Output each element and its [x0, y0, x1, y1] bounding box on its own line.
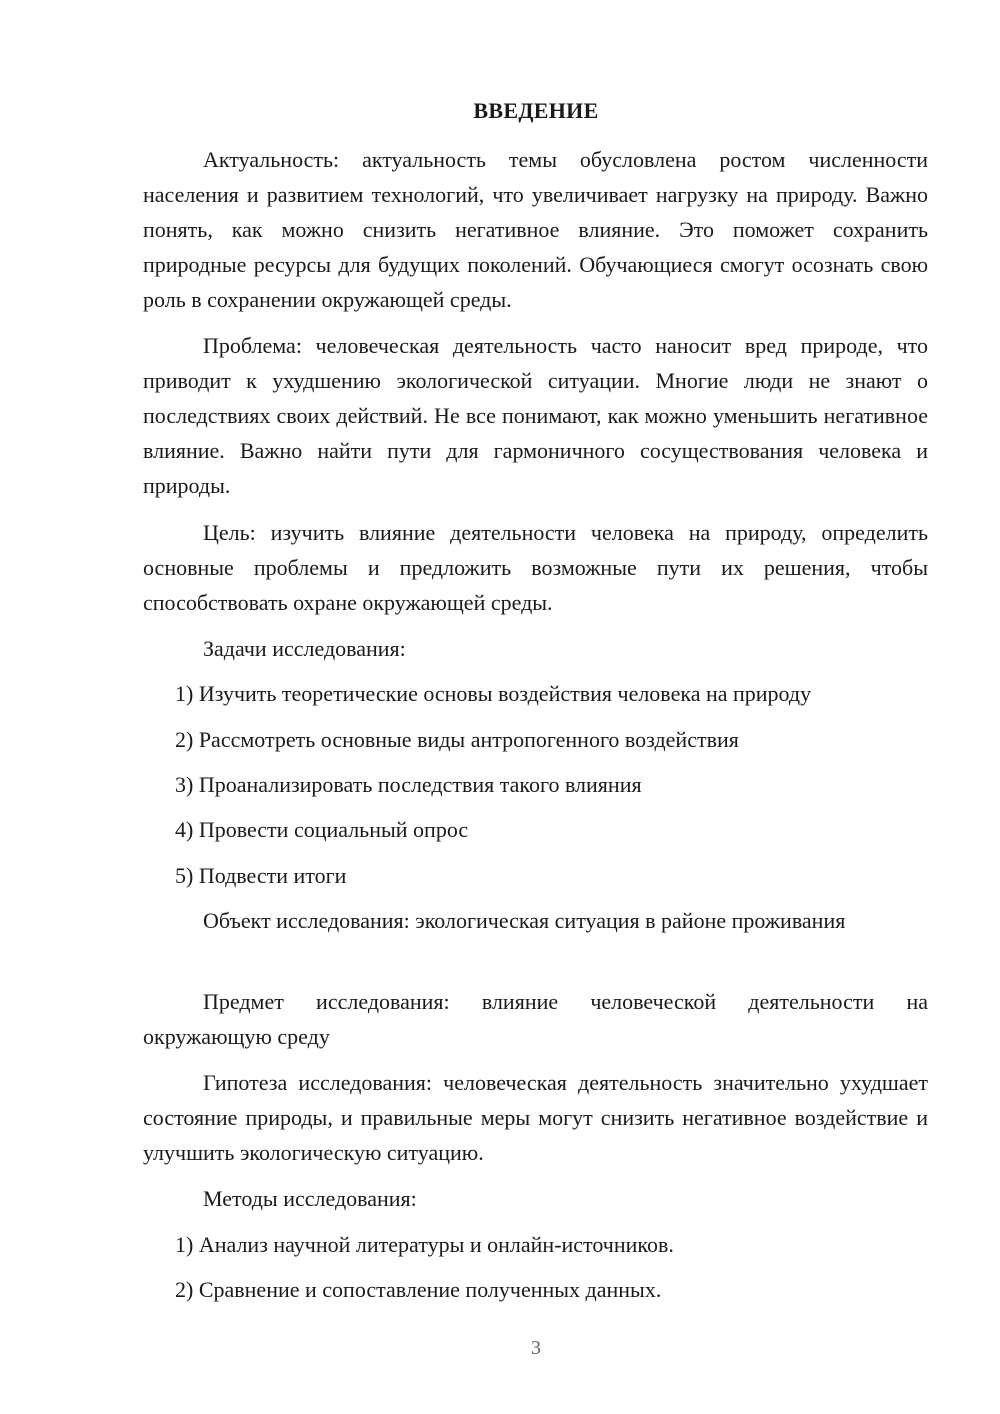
- goal-paragraph: Цель: изучить влияние деятельности человека на природу, определить основные проблемы и предложить возможные пути их решения, чтобы способствовать охране окружающей среды.: [143, 520, 928, 615]
- page-number: 3: [531, 1337, 541, 1359]
- page-title: ВВЕДЕНИЕ: [473, 98, 599, 123]
- problem-paragraph: Проблема: человеческая деятельность часто наносит вред природе, что приводит к ухудшению экологической ситуации. Многие люди не знают о последствиях своих действий. Не все понимают, как можно уменьшить негативное влияние. Важно найти пути для гармоничного сосуществования человека и природы.: [143, 333, 928, 498]
- method-item: 1) Анализ научной литературы и онлайн-источников.: [175, 1232, 674, 1257]
- tasks-heading: Задачи исследования:: [203, 636, 406, 661]
- object-paragraph: Объект исследования: экологическая ситуация в районе проживания: [203, 908, 846, 933]
- task-item: 4) Провести социальный опрос: [175, 817, 469, 842]
- task-item: 1) Изучить теоретические основы воздействия человека на природу: [175, 681, 812, 706]
- subject-paragraph: Предмет исследования: влияние человеческой деятельности на окружающую среду: [143, 989, 928, 1049]
- method-item: 2) Сравнение и сопоставление полученных данных.: [175, 1277, 662, 1302]
- task-item: 2) Рассмотреть основные виды антропогенного воздействия: [175, 727, 739, 752]
- hypothesis-paragraph: Гипотеза исследования: человеческая деятельность значительно ухудшает состояние природы, и правильные меры могут снизить негативное воздействие и улучшить экологическую ситуацию.: [143, 1070, 928, 1165]
- methods-heading: Методы исследования:: [203, 1186, 417, 1211]
- task-item: 3) Проанализировать последствия такого влияния: [175, 772, 642, 797]
- task-item: 5) Подвести итоги: [175, 863, 347, 888]
- relevance-paragraph: Актуальность: актуальность темы обусловлена ростом численности населения и развитием технологий, что увеличивает нагрузку на природу. Важно понять, как можно снизить негативное влияние. Это поможет сохранить природные ресурсы для будущих поколений. Обучающиеся смогут осознать свою роль в сохранении окружающей среды.: [143, 147, 928, 312]
